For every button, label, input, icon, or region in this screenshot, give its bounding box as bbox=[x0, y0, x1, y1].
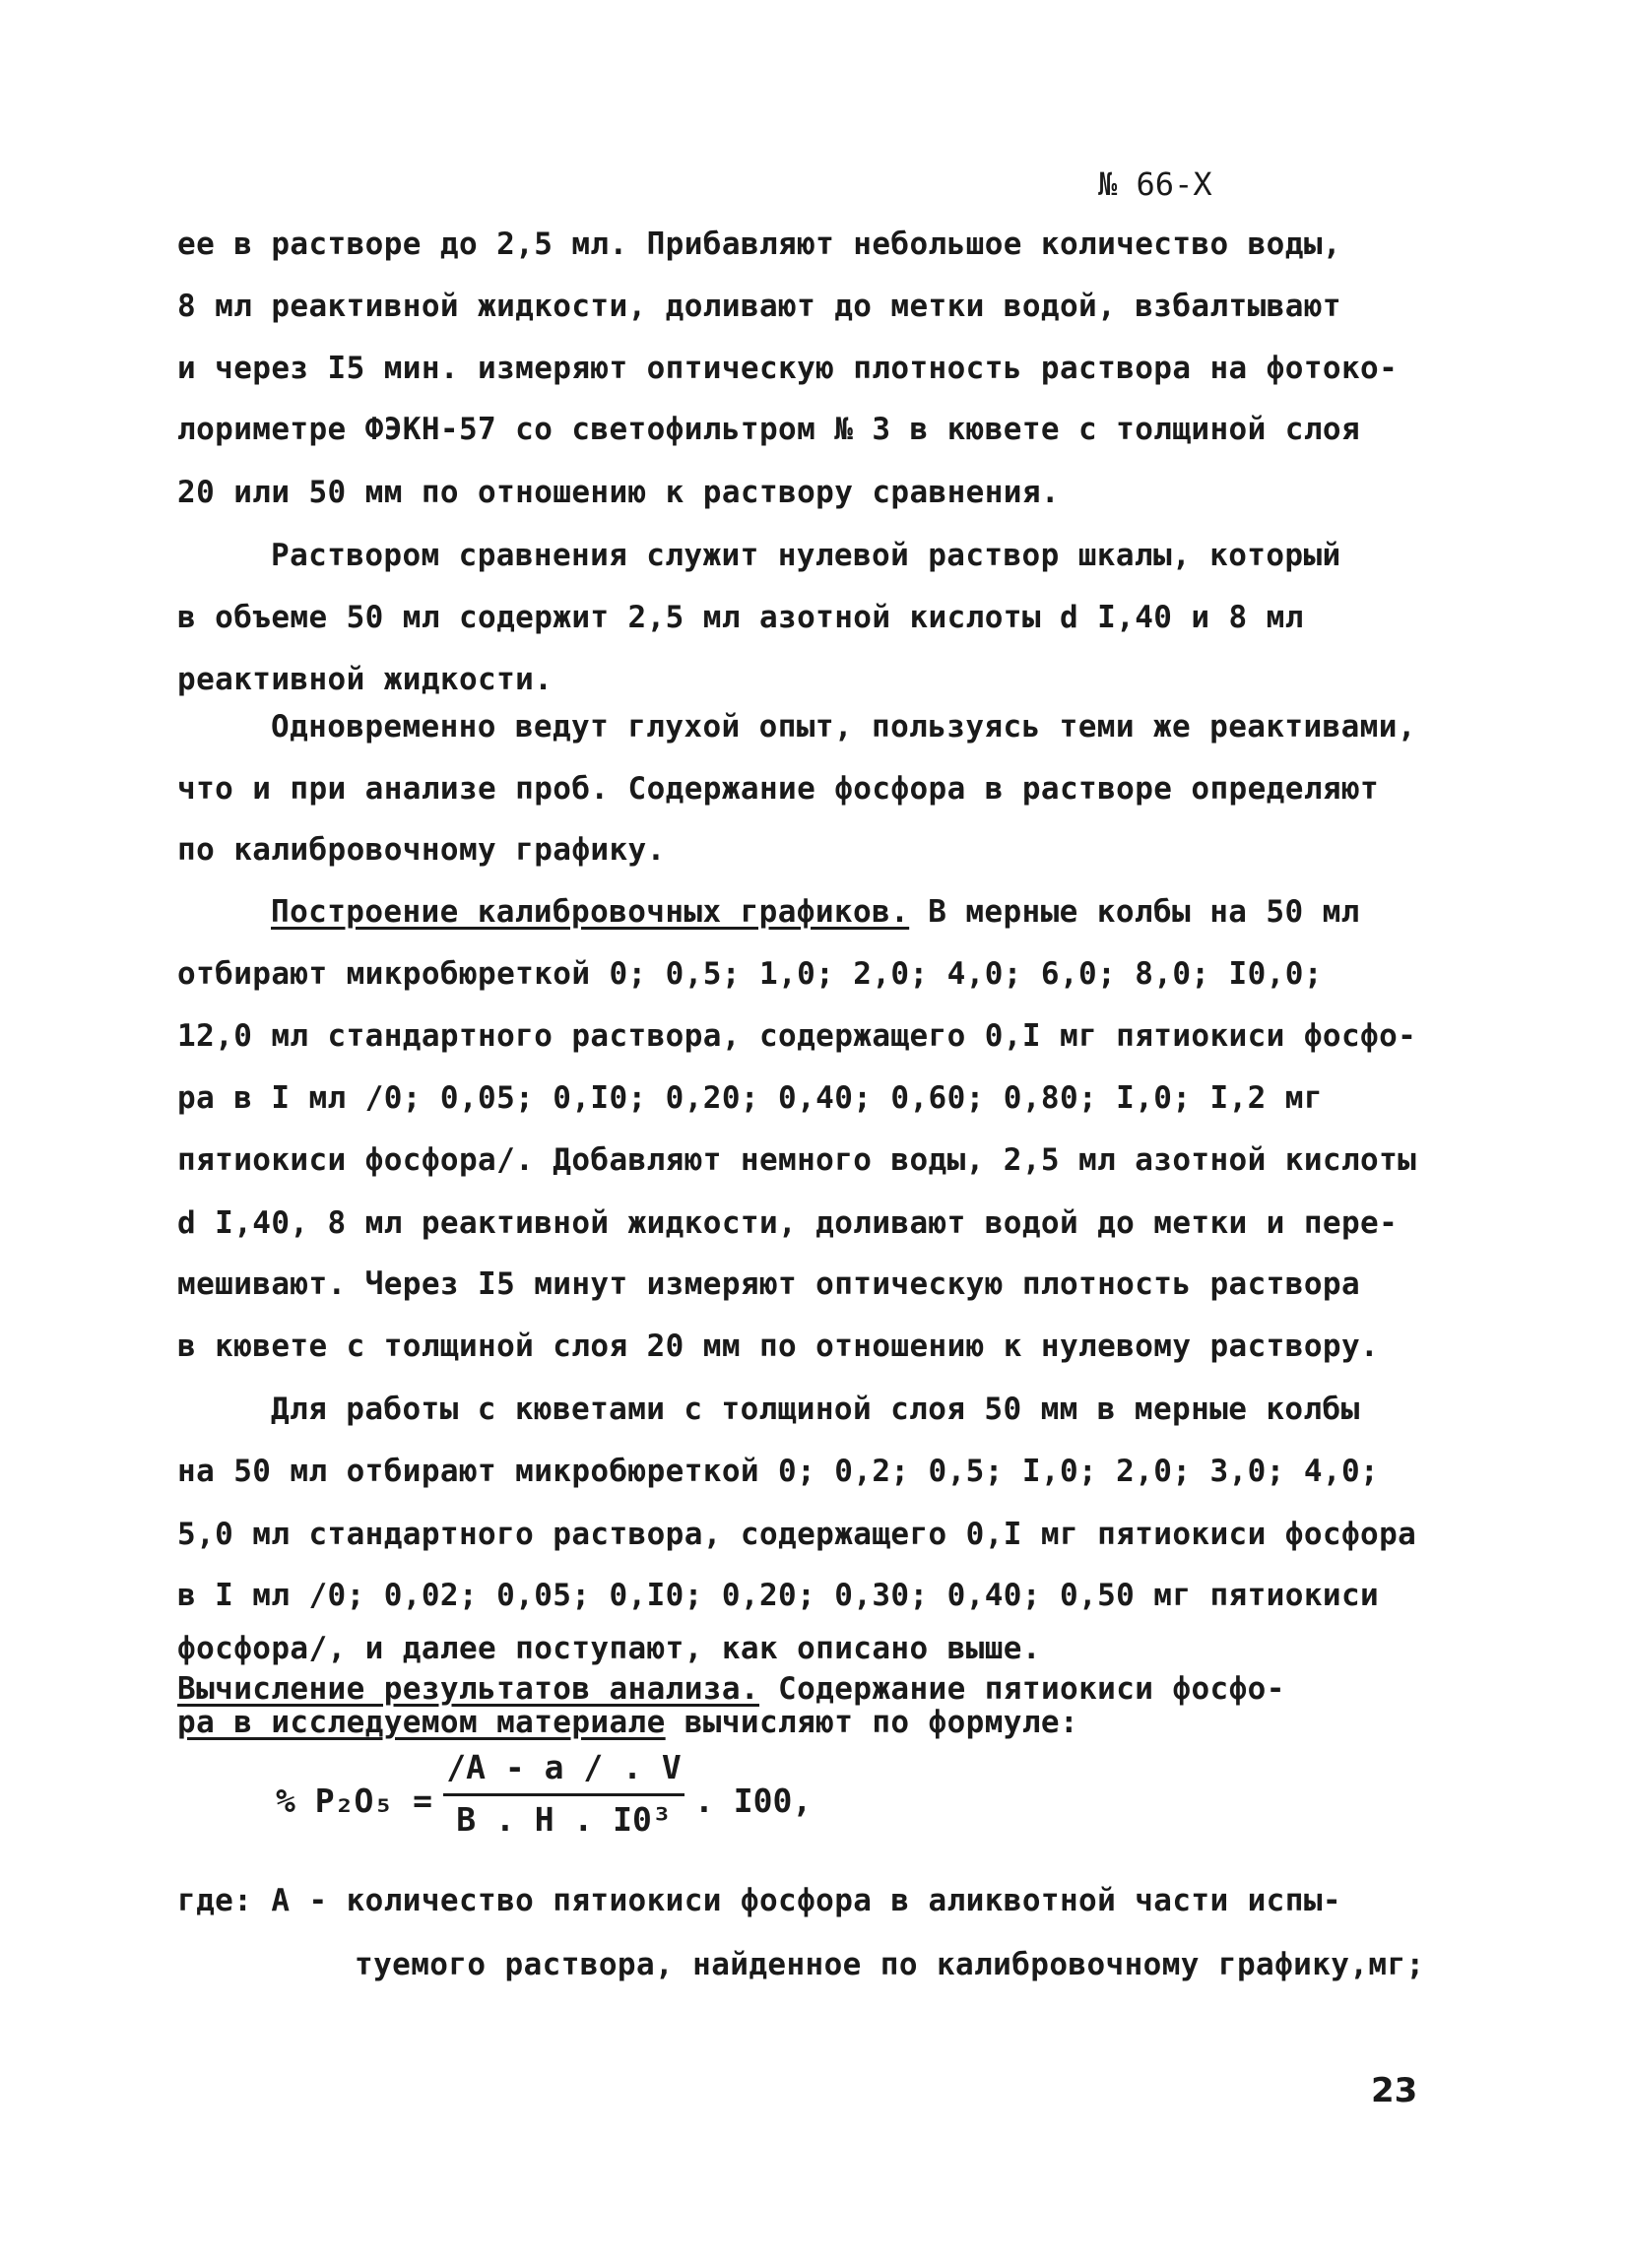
formula-rhs: . I00, bbox=[694, 1782, 813, 1820]
text-line: Одновременно ведут глухой опыт, пользуясь теми же реактивами, bbox=[271, 709, 1416, 745]
text-line: мешивают. Через I5 минут измеряют оптическую плотность раствора bbox=[177, 1266, 1361, 1302]
text-line: 8 мл реактивной жидкости, доливают до метки водой, взбалтывают bbox=[177, 289, 1341, 324]
line-continuation: вычисляют по формуле: bbox=[665, 1705, 1079, 1740]
text-line: отбирают микробюреткой 0; 0,5; 1,0; 2,0; 4,0; 6,0; 8,0; I0,0; bbox=[177, 956, 1323, 992]
text-line: в кювете с толщиной слоя 20 мм по отношению к нулевому раствору. bbox=[177, 1328, 1380, 1364]
text-line: в I мл /0; 0,02; 0,05; 0,I0; 0,20; 0,30; 0,40; 0,50 мг пятиокиси bbox=[177, 1578, 1380, 1613]
page-number: 23 bbox=[1371, 2071, 1418, 2110]
text-line bbox=[271, 892, 1360, 932]
text-line: 12,0 мл стандартного раствора, содержащего 0,I мг пятиокиси фосфо- bbox=[177, 1018, 1417, 1054]
phosphorus-formula bbox=[276, 1748, 867, 1856]
text-line: 20 или 50 мм по отношению к раствору сравнения. bbox=[177, 475, 1060, 510]
text-line: лориметре ФЭКН-57 со светофильтром № 3 в кювете с толщиной слоя bbox=[177, 412, 1361, 447]
text-line: что и при анализе проб. Содержание фосфора в растворе определяют bbox=[177, 771, 1380, 807]
document-number: № 66-Х bbox=[1098, 165, 1212, 203]
text-line: 5,0 мл стандартного раствора, содержащего 0,I мг пятиокиси фосфора bbox=[177, 1517, 1417, 1552]
section-heading: Построение калибровочных графиков. bbox=[271, 894, 910, 930]
text-line bbox=[177, 1703, 1078, 1742]
formula-numerator: /А - а / . V bbox=[446, 1748, 682, 1786]
formula-denominator: В . Н . I0³ bbox=[456, 1800, 672, 1839]
heading-continuation: В мерные колбы на 50 мл bbox=[909, 894, 1360, 930]
text-line: ра в I мл /0; 0,05; 0,I0; 0,20; 0,40; 0,60; 0,80; I,0; I,2 мг bbox=[177, 1080, 1323, 1116]
section-heading: Вычисление результатов анализа. bbox=[177, 1671, 759, 1707]
text-line: в объеме 50 мл содержит 2,5 мл азотной кислоты d I,40 и 8 мл bbox=[177, 600, 1304, 635]
underlined-phrase: ра в исследуемом материале bbox=[177, 1705, 666, 1740]
text-line: Для работы с кюветами с толщиной слоя 50 мм в мерные колбы bbox=[271, 1392, 1360, 1427]
heading-continuation: Содержание пятиокиси фосфо- bbox=[758, 1671, 1285, 1707]
text-line: где: А - количество пятиокиси фосфора в аликвотной части испы- bbox=[177, 1883, 1341, 1918]
formula-lhs: % P₂O₅ = bbox=[276, 1782, 432, 1820]
text-line: на 50 мл отбирают микробюреткой 0; 0,2; 0,5; I,0; 2,0; 3,0; 4,0; bbox=[177, 1454, 1380, 1489]
text-line: реактивной жидкости. bbox=[177, 662, 554, 697]
text-line: пятиокиси фосфора/. Добавляют немного воды, 2,5 мл азотной кислоты bbox=[177, 1142, 1417, 1178]
fraction-bar bbox=[443, 1793, 684, 1796]
text-line: фосфора/, и далее поступают, как описано выше. bbox=[177, 1631, 1041, 1666]
formula-fraction bbox=[443, 1748, 684, 1844]
text-line: и через I5 мин. измеряют оптическую плотность раствора на фотоко- bbox=[177, 351, 1399, 386]
text-line: ее в растворе до 2,5 мл. Прибавляют небольшое количество воды, bbox=[177, 227, 1341, 262]
text-line: туемого раствора, найденное по калибровочному графику,мг; bbox=[355, 1947, 1425, 1982]
text-line: d I,40, 8 мл реактивной жидкости, доливают водой до метки и пере- bbox=[177, 1205, 1399, 1241]
text-line: по калибровочному графику. bbox=[177, 832, 666, 868]
text-line: Раствором сравнения служит нулевой раствор шкалы, который bbox=[271, 538, 1341, 573]
